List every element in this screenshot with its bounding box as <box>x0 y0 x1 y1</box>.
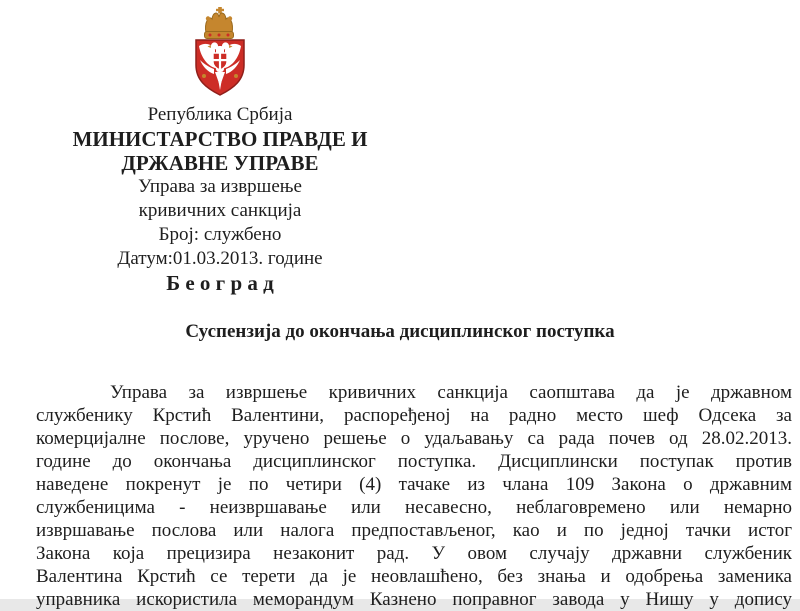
letterhead-city: Б е о г р а д <box>166 271 274 295</box>
letterhead-country: Република Србија <box>147 104 293 125</box>
body-line: извршавање послова или налога предпостављеног, као и по једној тачки истог <box>36 520 792 541</box>
body-line: Валентина Крстић се терети да је неовлашћено, без знања и одобрења заменика <box>36 566 792 587</box>
body-line: Управа за извршење кривичних санкција саопштава да је државном <box>110 382 792 403</box>
body-line: Закона која прецизира незаконит рад. У овом случају државни службеник <box>36 543 792 564</box>
serbia-coat-of-arms-icon <box>192 6 248 96</box>
body-line: године до окончања дисциплинског поступка. Дисциплински поступак против <box>36 451 792 472</box>
crown-icon <box>205 7 234 39</box>
chest-shield-icon <box>213 53 227 70</box>
letterhead-department-line2: кривичних санкција <box>138 200 302 221</box>
letterhead-date: Датум:01.03.2013. године <box>117 248 323 269</box>
body-line: службеницима - неизвршавање или несавесно, неблаговремено или немарно <box>36 497 792 518</box>
letterhead-ministry-line1: МИНИСТАРСТВО ПРАВДЕ И <box>72 127 368 151</box>
body-line: комерцијалне послове, уручено решење о удаљавању са рада почев од 28.02.2013. <box>36 428 792 449</box>
letterhead-department-line1: Управа за извршење <box>138 176 302 197</box>
letterhead-ministry-line2: ДРЖАВНЕ УПРАВЕ <box>121 151 319 175</box>
body-line: наведене покренут је по четири (4) тачаке из члана 109 Закона о државним <box>36 474 792 495</box>
document-title: Суспензија до окончања дисциплинског поступка <box>185 321 615 342</box>
letterhead-case-number: Број: службено <box>158 224 282 245</box>
body-line: управника искористила меморандум Казнено поправног завода у Нишу у допису <box>36 589 792 610</box>
body-line: службенику Крстић Валентини, распоређеној на радно место шеф Одсека за <box>36 405 792 426</box>
document-body <box>36 381 792 611</box>
letterhead <box>40 6 400 295</box>
